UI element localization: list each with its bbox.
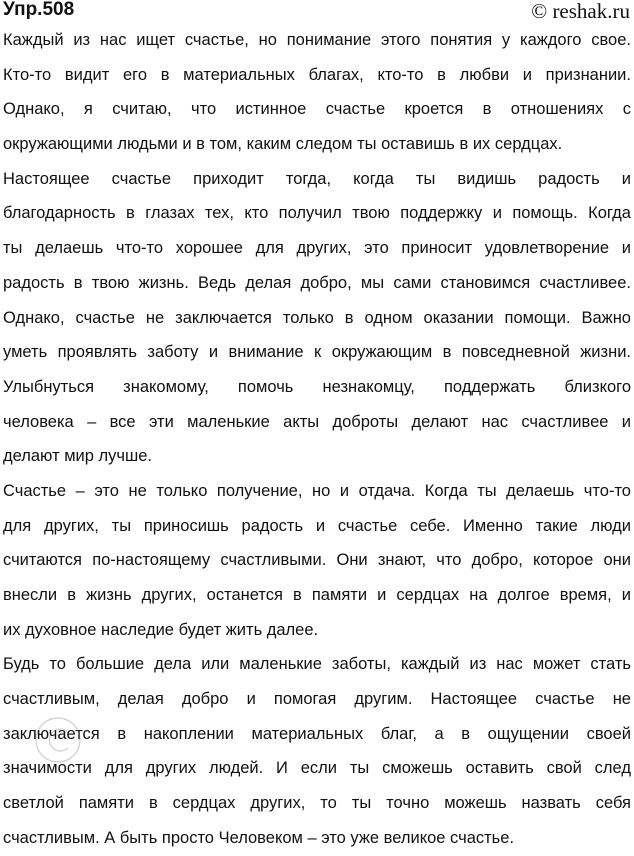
- text-line: Счастье – это не только получение, но и отдача. Когда ты делаешь что-то: [3, 481, 631, 500]
- text-line: ты делаешь что-то хорошее для других, это приносит удовлетворение и: [3, 239, 631, 258]
- exercise-title: Упр.508: [3, 0, 75, 20]
- text-line: Однако, счастье не заключается только в одном оказании помощи. Важно: [3, 308, 631, 327]
- text-line: человека – все эти маленькие акты доброты делают нас счастливее и: [3, 412, 631, 431]
- text-line: делают мир лучше.: [3, 447, 153, 466]
- text-line: Улыбнуться знакомому, помочь незнакомцу, поддержать близкого: [3, 377, 631, 396]
- text-line: Однако, я считаю, что истинное счастье кроется в отношениях с: [3, 100, 631, 119]
- text-line: заключается в накоплении материальных благ, а в ощущении своей: [3, 724, 631, 743]
- text-line: Кто-то видит его в материальных благах, кто-то в любви и признании.: [3, 65, 631, 84]
- text-line: значимости для других людей. И если ты сможешь оставить свой след: [3, 759, 631, 778]
- essay-text: [3, 23, 631, 856]
- text-line: счастливым. А быть просто Человеком – это уже великое счастье.: [3, 828, 515, 847]
- text-line: внесли в жизнь других, останется в памяти и сердцах на долгое время, и: [3, 586, 631, 604]
- text-line: окружающими людьми и в том, каким следом ты оставишь в их сердцах.: [3, 135, 563, 154]
- text-line: Настоящее счастье приходит тогда, когда ты видишь радость и: [3, 169, 631, 188]
- text-line: их духовное наследие будет жить далее.: [3, 620, 319, 639]
- text-line: радость в твою жизнь. Ведь делая добро, мы сами становимся счастливее.: [3, 273, 631, 292]
- page-header: [3, 0, 630, 24]
- text-line: светлой памяти в сердцах других, то ты точно можешь назвать себя: [3, 794, 631, 813]
- text-line: уметь проявлять заботу и внимание к окружающим в повседневной жизни.: [3, 343, 631, 362]
- text-line: для других, ты приносишь радость и счастье себе. Именно такие люди: [3, 516, 631, 535]
- text-line: благодарность в глазах тех, кто получил твою поддержку и помощь. Когда: [3, 204, 631, 223]
- text-line: счастливым, делая добро и помогая другим. Настоящее счастье не: [3, 690, 631, 709]
- site-copyright: © reshak.ru: [531, 0, 630, 23]
- text-line: Будь то большие дела или маленькие заботы, каждый из нас может стать: [3, 655, 631, 674]
- text-line: считаются по-настоящему счастливыми. Они знают, что добро, которое они: [3, 551, 631, 570]
- text-line: Каждый из нас ищет счастье, но понимание этого понятия у каждого свое.: [3, 31, 631, 49]
